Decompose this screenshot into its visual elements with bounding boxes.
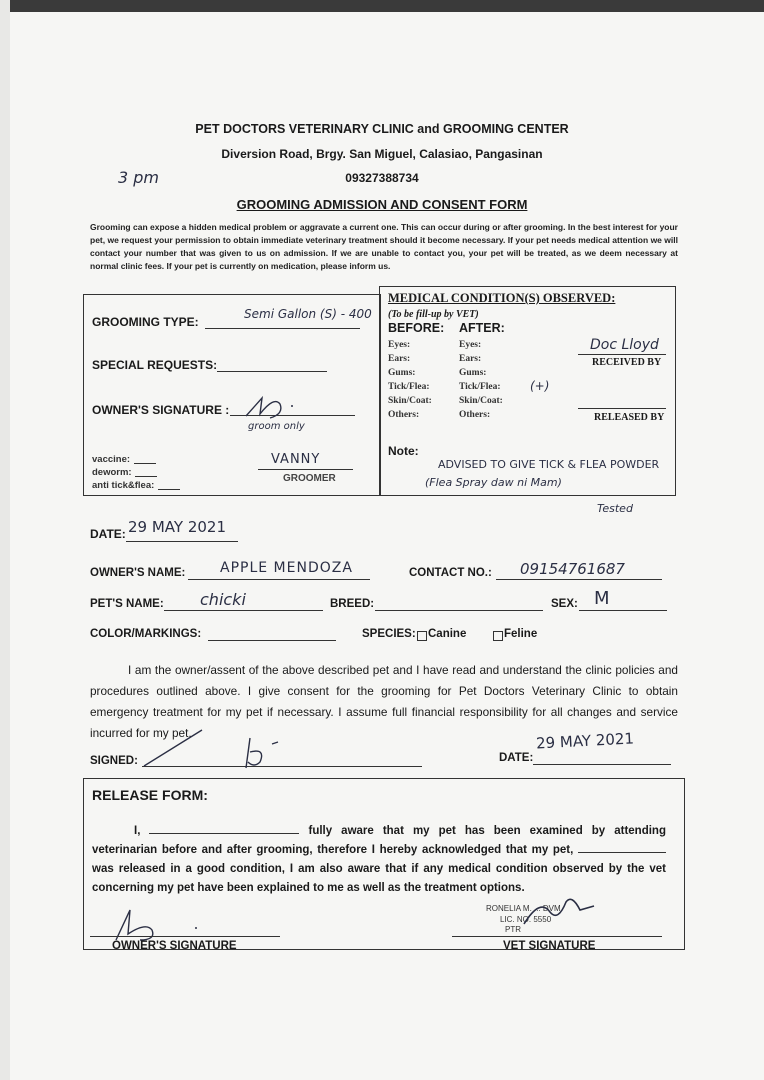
groomer-label: GROOMER bbox=[283, 473, 336, 484]
before-label: BEFORE: bbox=[388, 321, 445, 335]
note-line-3: Tested bbox=[597, 502, 633, 515]
special-requests-label: SPECIAL REQUESTS: bbox=[92, 358, 218, 372]
released-by-label: RELEASED BY bbox=[594, 412, 665, 423]
sex-value: M bbox=[594, 588, 610, 609]
owner-name-label: OWNER'S NAME: bbox=[90, 567, 186, 579]
breed-label: BREED: bbox=[330, 598, 375, 610]
owner-sig-label: OWNER'S SIGNATURE bbox=[112, 940, 237, 952]
date-line bbox=[126, 541, 238, 542]
release-owner-scribble bbox=[96, 900, 216, 944]
canine-label: Canine bbox=[428, 628, 467, 640]
signed-scribble bbox=[140, 722, 280, 770]
grooming-type-line bbox=[205, 328, 360, 329]
clinic-phone: 09327388734 bbox=[345, 171, 419, 185]
groomer-name: VANNY bbox=[271, 452, 321, 467]
pet-name-label: PET'S NAME: bbox=[90, 598, 164, 610]
after-tick-mark: (+) bbox=[530, 379, 550, 393]
pet-name-line bbox=[164, 610, 323, 611]
released-by-line bbox=[578, 408, 666, 409]
form-title: GROOMING ADMISSION AND CONSENT FORM bbox=[236, 197, 528, 212]
grooming-type-label: GROOMING TYPE: bbox=[92, 315, 199, 329]
handwritten-time-note: 3 pm bbox=[118, 168, 160, 187]
owner-signature-scribble bbox=[240, 388, 300, 422]
release-i: I, bbox=[134, 825, 141, 837]
before-others: Others: bbox=[388, 410, 420, 420]
sex-line bbox=[579, 610, 667, 611]
vet-sig-line bbox=[452, 936, 662, 937]
release-title: RELEASE FORM: bbox=[92, 787, 208, 803]
owner-name-line bbox=[188, 579, 370, 580]
after-eyes: Eyes: bbox=[459, 340, 482, 350]
vaccine-line bbox=[134, 463, 156, 464]
species-label: SPECIES: bbox=[362, 628, 416, 640]
anti-tick-line bbox=[158, 489, 180, 490]
vet-signature-scribble bbox=[520, 888, 600, 932]
canine-checkbox[interactable] bbox=[417, 631, 427, 641]
clinic-address: Diversion Road, Brgy. San Miguel, Calasiao, Pangasinan bbox=[221, 147, 543, 161]
color-markings-line bbox=[208, 640, 336, 641]
contact-value: 09154761687 bbox=[520, 560, 625, 578]
feline-label: Feline bbox=[504, 628, 538, 640]
consent-paragraph: I am the owner/assent of the above described pet and I have read and understand the clinic policies and procedures outlined above. I give consent for the grooming for Pet Doctors Veterinary Clinic to obtain emergency treatment for my pet if necessary. I assume full financial responsibility for all changes and service incurred for my pet. bbox=[90, 663, 678, 740]
medical-subtitle: (To be fill-up by VET) bbox=[388, 309, 479, 320]
groom-only-note: groom only bbox=[248, 421, 305, 432]
signed-label: SIGNED: bbox=[90, 755, 138, 767]
after-label: AFTER: bbox=[459, 321, 505, 335]
release-pet-blank bbox=[578, 842, 666, 853]
scan-edge-top bbox=[0, 0, 764, 12]
after-tick-flea: Tick/Flea: bbox=[459, 382, 501, 392]
sex-label: SEX: bbox=[551, 598, 578, 610]
vet-stamp-lic: LIC. NO. 5550 bbox=[500, 915, 552, 924]
grooming-type-value: Semi Gallon (S) - 400 bbox=[244, 307, 372, 321]
release-text-2: was released in a good condition, I am also aware that if any medical condition observed by the vet concerning my pet have been explained to me as well as the treatment options. bbox=[92, 863, 666, 894]
deworm-label: deworm: bbox=[92, 467, 132, 478]
date-label: DATE: bbox=[90, 527, 126, 541]
vet-stamp-name: RONELIA M. ... DVM bbox=[486, 904, 561, 913]
date-value: 29 MAY 2021 bbox=[128, 518, 226, 536]
before-skin-coat: Skin/Coat: bbox=[388, 396, 432, 406]
consent-date-value: 29 MAY 2021 bbox=[535, 729, 635, 753]
release-text-1: fully aware that my pet has been examined by attending veterinarian before and after grooming, therefore I hereby acknowledged that my pet, bbox=[92, 825, 666, 856]
feline-checkbox[interactable] bbox=[493, 631, 503, 641]
note-label: Note: bbox=[388, 444, 419, 458]
contact-line bbox=[496, 579, 662, 580]
after-skin-coat: Skin/Coat: bbox=[459, 396, 503, 406]
contact-label: CONTACT NO.: bbox=[409, 567, 492, 579]
intro-paragraph: Grooming can expose a hidden medical problem or aggravate a current one. This can occur during or after grooming. In the best interest for your pet, we request your permission to obtain immediate veterinary treatment should it become necessary. If your pet needs medical attention we will contact your number that was given to us on admission. If we are unable to contact you, your pet will be treated, as we deem necessary at normal clinic fees. If your pet is currently on medication, please inform us. bbox=[90, 222, 678, 271]
owner-sig-line bbox=[90, 936, 280, 937]
vet-stamp-ptr: PTR bbox=[505, 925, 521, 934]
consent-date-line bbox=[533, 764, 671, 765]
received-by-line bbox=[578, 354, 666, 355]
after-ears: Ears: bbox=[459, 354, 482, 364]
scan-edge-left bbox=[0, 0, 10, 1080]
groomer-line bbox=[258, 469, 353, 470]
before-gums: Gums: bbox=[388, 368, 416, 378]
owner-name-value: APPLE MENDOZA bbox=[220, 560, 353, 576]
before-tick-flea: Tick/Flea: bbox=[388, 382, 430, 392]
clinic-name: PET DOCTORS VETERINARY CLINIC and GROOMING CENTER bbox=[195, 122, 569, 136]
after-others: Others: bbox=[459, 410, 491, 420]
special-requests-line bbox=[217, 371, 327, 372]
vaccine-label: vaccine: bbox=[92, 454, 131, 465]
received-by-name: Doc Lloyd bbox=[590, 337, 659, 353]
deworm-line bbox=[135, 476, 157, 477]
vet-sig-label: VET SIGNATURE bbox=[503, 940, 596, 952]
note-line-2: (Flea Spray daw ni Mam) bbox=[425, 476, 562, 489]
note-line-1: ADVISED TO GIVE TICK & FLEA POWDER bbox=[438, 458, 660, 471]
breed-line bbox=[375, 610, 543, 611]
release-owner-blank bbox=[149, 823, 299, 834]
release-paragraph bbox=[92, 822, 666, 898]
pet-name-value: chicki bbox=[200, 590, 246, 609]
consent-date-label: DATE: bbox=[499, 752, 534, 764]
received-by-label: RECEIVED BY bbox=[592, 357, 662, 368]
medical-title: MEDICAL CONDITION(S) OBSERVED: bbox=[388, 291, 616, 305]
before-ears: Ears: bbox=[388, 354, 411, 364]
before-eyes: Eyes: bbox=[388, 340, 411, 350]
after-gums: Gums: bbox=[459, 368, 487, 378]
anti-tick-label: anti tick&flea: bbox=[92, 480, 155, 491]
color-markings-label: COLOR/MARKINGS: bbox=[90, 628, 202, 640]
owner-signature-label: OWNER'S SIGNATURE : bbox=[92, 403, 230, 417]
